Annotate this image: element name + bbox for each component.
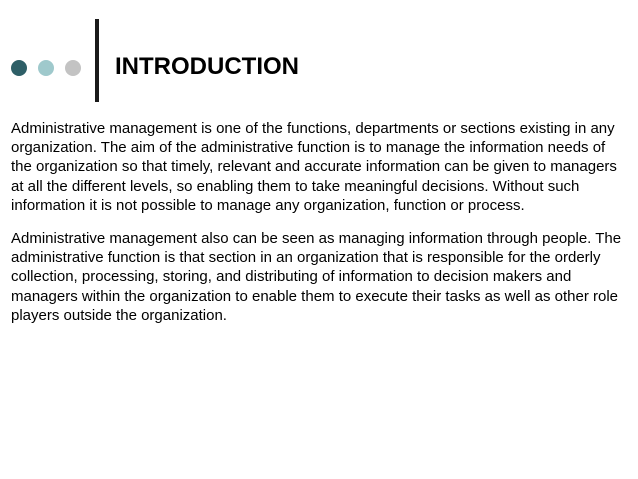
dark-teal-dot-icon bbox=[11, 60, 27, 76]
gray-dot-icon bbox=[65, 60, 81, 76]
slide-body bbox=[11, 119, 623, 339]
light-teal-dot-icon bbox=[38, 60, 54, 76]
decorative-dots bbox=[11, 59, 92, 76]
body-paragraph-1: Administrative management is one of the functions, departments or sections existing in any organization. The aim of the administrative function is to manage the information needs of the organization so that timely, relevant and accurate information can be given to managers at all the different levels, so enabling them to take meaningful decisions. Without such information it is not possible to manage any organization, function or process. bbox=[11, 120, 617, 214]
slide-title: INTRODUCTION bbox=[115, 53, 299, 80]
title-divider-line bbox=[95, 19, 99, 102]
body-paragraph-2: Administrative management also can be seen as managing information through people. The administrative function is that section in an organization that is responsible for the orderly collection, processing, storing, and distributing of information to decision makers and managers within the organization to enable them to execute their tasks as well as other role players outside the organization. bbox=[11, 230, 622, 324]
